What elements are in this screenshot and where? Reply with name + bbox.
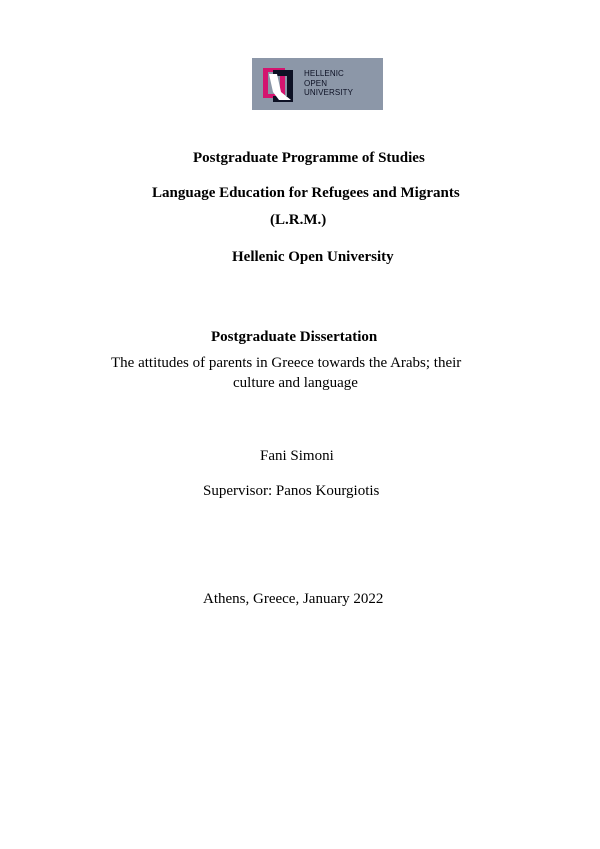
author-name: Fani Simoni <box>260 448 334 464</box>
logo-line-2: OPEN <box>304 78 328 88</box>
supervisor: Supervisor: Panos Kourgiotis <box>203 483 380 499</box>
course-abbreviation: (L.R.M.) <box>270 212 327 228</box>
logo-line-3: UNIVERSITY <box>304 88 354 97</box>
dissertation-title-line-2: culture and language <box>233 375 358 391</box>
dissertation-heading: Postgraduate Dissertation <box>211 329 378 345</box>
dissertation-title-line-1: The attitudes of parents in Greece towards the Arabs; their <box>111 355 462 371</box>
logo-wordmark <box>304 69 353 98</box>
hou-emblem-icon <box>263 66 297 104</box>
university-name: Hellenic Open University <box>232 249 394 265</box>
logo-line-1: HELLENIC <box>304 69 344 78</box>
university-logo <box>252 58 383 110</box>
course-title: Language Education for Refugees and Migrants <box>152 185 460 201</box>
place-date: Athens, Greece, January 2022 <box>203 591 384 607</box>
programme-heading: Postgraduate Programme of Studies <box>193 150 425 166</box>
